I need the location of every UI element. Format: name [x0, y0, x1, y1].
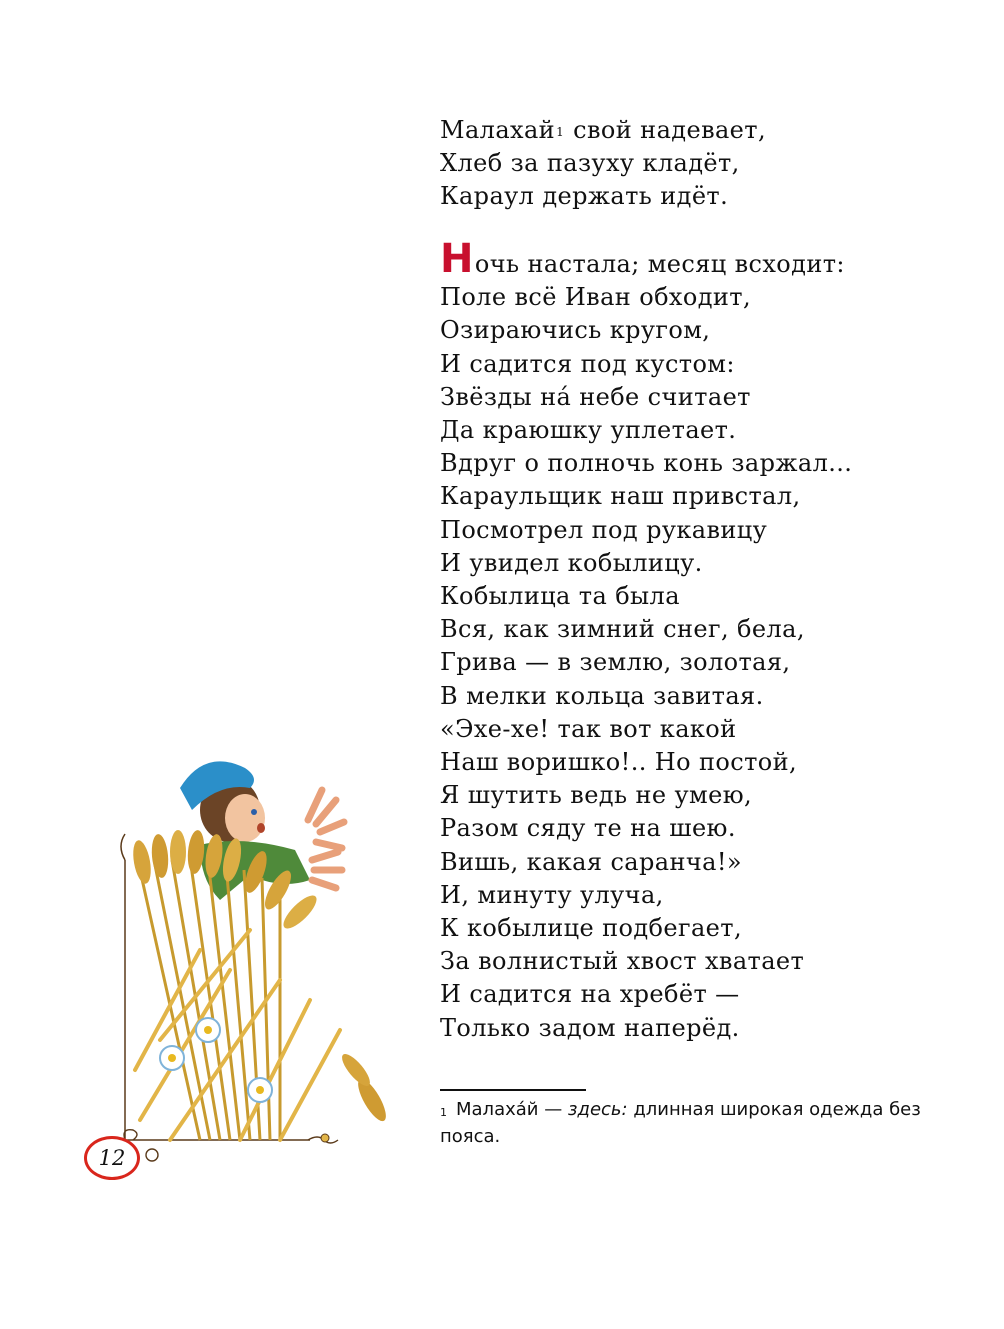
verse-line: Звёзды на́ небе считает: [440, 382, 751, 411]
footnote-label: здесь:: [567, 1099, 628, 1120]
verse-line: К кобылице подбегает,: [440, 914, 742, 943]
footnote-text: длинная широкая одежда без пояса.: [440, 1099, 921, 1147]
boy-in-wheat-illustration: [80, 740, 410, 1180]
drop-cap: Н: [440, 236, 474, 282]
verse-line: Озираючись кругом,: [440, 316, 711, 345]
frame-scroll: [121, 834, 125, 860]
verse-line: И увидел кобылицу.: [440, 548, 703, 577]
verse-line: Разом сяду те на шею.: [440, 814, 736, 843]
verse-line: Кобылица та была: [440, 582, 680, 611]
verse-line: «Эхе-хе! так вот какой: [440, 714, 737, 743]
footnote-term: Малаха́й —: [456, 1099, 568, 1120]
verse-line: Вся, как зимний снег, бела,: [440, 615, 805, 644]
verse-word-malakhai: Малахай: [440, 116, 556, 144]
verse-line: Посмотрел под рукавицу: [440, 515, 768, 544]
footnote-number: 1: [440, 1106, 447, 1119]
verse-line: Караул держать идёт.: [440, 182, 729, 211]
verse-line: И садится на хребёт —: [440, 980, 740, 1009]
verse-line: Только задом наперёд.: [440, 1013, 740, 1042]
verse-line: Хлеб за пазуху кладёт,: [440, 149, 740, 178]
verse-line-rest: очь настала; месяц всходит:: [474, 250, 845, 278]
mouth: [257, 823, 265, 833]
raised-hand: [312, 852, 342, 888]
footnote: [440, 1096, 930, 1150]
verse-line-rest: свой надевает,: [565, 116, 766, 144]
verse-line: Вдруг о полночь конь заржал...: [440, 449, 853, 478]
verse-line-first: [440, 236, 852, 282]
stanza-1: [440, 114, 766, 214]
verse-line: И садится под кустом:: [440, 349, 735, 378]
verse-line: Наш воришко!.. Но постой,: [440, 748, 798, 777]
stanza-2: [440, 236, 853, 1045]
frame-flower: [321, 1134, 329, 1142]
raised-hand: [308, 790, 344, 848]
verse-line: В мелки кольца завитая.: [440, 681, 764, 710]
verse-line: Да краюшку уплетает.: [440, 416, 737, 445]
face: [225, 794, 265, 842]
footnote-mark[interactable]: 1: [556, 125, 565, 139]
verse-line: Вишь, какая саранча!»: [440, 847, 742, 876]
verse-line: Караульщик наш привстал,: [440, 482, 801, 511]
verse-line: [440, 114, 766, 147]
verse-line: Я шутить ведь не умею,: [440, 781, 753, 810]
frame-swirl: [146, 1149, 158, 1161]
verse-line: Грива — в землю, золотая,: [440, 648, 791, 677]
eye: [251, 809, 257, 815]
verse-line: Поле всё Иван обходит,: [440, 283, 751, 312]
verse-line: За волнистый хвост хватает: [440, 947, 805, 976]
verse-line: И, минуту улуча,: [440, 880, 664, 909]
page-number: 12: [84, 1136, 140, 1180]
footnote-divider: [440, 1089, 586, 1091]
